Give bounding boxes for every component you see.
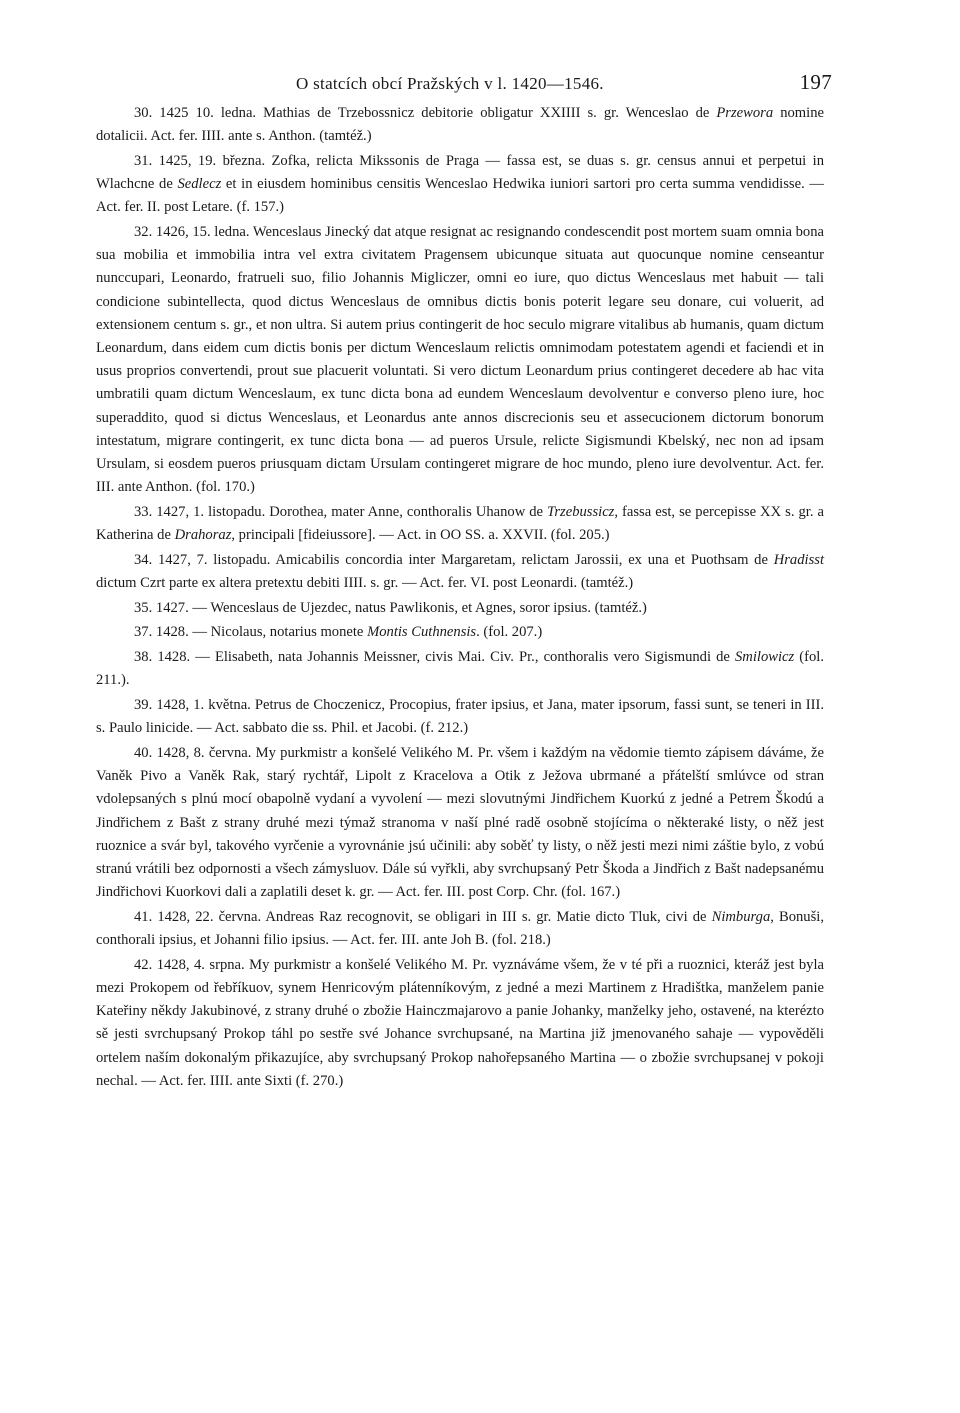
entry-paragraph — [96, 742, 824, 904]
entry-paragraph — [96, 906, 824, 952]
entry-text: 39. 1428, 1. května. Petrus de Choczenicz, Procopius, frater ipsius, et Jana, mater ipsorum, fassi sunt, se teneri in III. s. Paulo linicide. — Act. sabbato die ss. Phil. et Jacobi. (f. 212.) — [96, 697, 824, 737]
running-title: O statcích obcí Pražských v l. 1420—1546. — [296, 74, 604, 93]
entry-text: et in eiusdem hominibus censitis Wenceslao Hedwika iuniori sartori pro certa summa vendidisse. — Act. fer. II. post Letare. (f. 157.) — [96, 176, 825, 216]
entry-italic-text: Trzebussicz — [547, 503, 615, 520]
entry-text: 42. 1428, 4. srpna. My purkmistr a konšelé Velikého M. Pr. vyznáváme všem, že v té při a ruoznici, kteráž jest byla mezi Prokopem od řebříkuov, synem Henricovým plátenníkovým, z jedné a mezi Martinem z Hradištka, manželem panie Kateřiny někdy Jakubinové, z strany druhé o zbožie Hainczmajarovo a panie Johanky, manželky jeho, ostavené, na kterézto sě jesti svrchupsaný Prokop táhl po sestře své Johance svrchupsané, na Martina již jmenovaného sahaje — vypověděli ortelem naším dokonalým přikazujíce, aby svrchupsaný Prokop nahořepsaného Martina — o zbožie svrchupsanej v pokoji nechal. — Act. fer. IIII. ante Sixti (f. 270.) — [96, 956, 824, 1089]
document-page — [96, 66, 832, 1093]
entry-text: 30. 1425 10. ledna. Mathias de Trzebossnicz debitorie obligatur XXIIII s. gr. Wenceslao de — [134, 105, 717, 121]
entry-paragraph — [96, 102, 824, 148]
entry-paragraph — [96, 501, 824, 547]
entry-italic-text: Przewora — [716, 105, 774, 121]
entry-text: 37. 1428. — Nicolaus, notarius monete — [134, 624, 368, 641]
entry-text: nomine dotalicii. Act. fer. IIII. ante s. Anthon. (tamtéž.) — [96, 105, 824, 145]
entry-italic-text: Sedlecz — [177, 176, 222, 193]
entry-text: , principali [fideiussore]. — Act. in OO SS. a. XXVII. (fol. 205.) — [231, 527, 610, 544]
entry-text: 35. 1427. — Wenceslaus de Ujezdec, natus Pawlikonis, et Agnes, soror ipsius. (tamtéž.) — [134, 599, 647, 616]
entry-text: 32. 1426, 15. ledna. Wenceslaus Jinecký dat atque resignat ac resignando condescendit post mortem suam omnia bona sua mobilia et immobilia intra vel extra civitatem Pragensem ubicunque situata aut quocunque nomine censeantur nunccupari, Leonardo, fratrueli suo, filio Johannis Migliczer, omni eo iure, quo dictus Wenceslaus met habuit — tali condicione subintellecta, quod dictus Wenceslaus de omnibus dictis bonis poterit legare seu donare, cui voluerit, ad extensionem centum s. gr., et non ultra. Si autem prius contingerit de hoc seculo migrare vitalibus ab humanis, quam dictum Leonardum, dans eidem cum dictis bonis per dictum Wenceslaum relictis omnimodam potestatem agendi et faciendi et in usus proprios convertendi, prout sue placuerit voluntati. Si vero dictum Leonardum prius contingeret decedere ab hac vita umbratili quam dictum Wenceslaum, ex tunc dicta bona ad eundem Wenceslaum devolventur e converso pleno iure, hoc superaddito, quod si dictus Wenceslaus, et Leonardus ante annos discrecionis seu et assecucionem dictorum bonorum intestatum, migrare contingerit, ex tunc dicta bona — ad pueros Ursule, relicte Sigismundi Kbelský, nec non ad ipsam Ursulam, si eosdem pueros priusquam dictam Ursulam contingeret migrare de hoc mundo, pleno iure devolventur. Act. fer. III. ante Anthon. (fol. 170.) — [96, 224, 824, 496]
entry-text: 33. 1427, 1. listopadu. Dorothea, mater Anne, conthoralis Uhanow de — [134, 503, 548, 520]
entry-text: (fol. 211.). — [96, 649, 824, 689]
entry-paragraph — [96, 150, 824, 220]
entry-text: 34. 1427, 7. listopadu. Amicabilis concordia inter Margaretam, relictam Jarossii, ex una et Puothsam de — [134, 551, 774, 568]
entries-list — [96, 102, 824, 1093]
entry-italic-text: Montis Cuthnensis — [367, 624, 477, 641]
entry-text: 40. 1428, 8. června. My purkmistr a konšelé Velikého M. Pr. všem i každým na vědomie tiemto zápisem dáváme, že Vaněk Pivo a Vaněk Rak, starý rychtář, Lipolt z Kracelova a Otik z Ježova ubrmané a přátelští smlúvce od stran vdolepsaných s plnú mocí obapolně vydaní a vyvolení — mezi slovutnými Jindřichem Kuorkú z jedné a Petrem Škodú a Jindřichem z Bašt z strany druhé mezi týmaž stranoma v naší plné radě osobně stojícíma o některaké listy, o něž jest ruoznice a svár byl, takového vyrčenie a vyrovnánie jsú učinili: aby soběť ty listy, o něž jesti mezi nimi záštie bylo, z vobú stranú vrátili bez odpornosti a všech zámysluov. Dále sú vyřkli, aby svrchupsaný Petr Škoda a Jindřich z Bašt nadepsanému Jindřichovi Kuorkovi dali a zaplatili deset k. gr. — Act. fer. III. post Corp. Chr. (fol. 167.) — [96, 744, 824, 901]
entry-paragraph — [96, 549, 824, 595]
entry-paragraph — [96, 221, 824, 499]
entry-paragraph — [96, 597, 824, 620]
entry-text: 38. 1428. — Elisabeth, nata Johannis Meissner, civis Mai. Civ. Pr., conthoralis vero Sigismundi de — [134, 649, 735, 666]
entry-text: dictum Czrt parte ex altera pretextu debiti IIII. s. gr. — Act. fer. VI. post Leonardi. (tamtéž.) — [96, 575, 634, 592]
entry-paragraph — [96, 954, 824, 1093]
entry-text: 31. 1425, 19. března. Zofka, relicta Mikssonis de Praga — fassa est, se duas s. gr. census annui et perpetui in Wlachcne de — [96, 152, 824, 193]
entry-italic-text: Drahoraz — [174, 527, 232, 544]
entry-text: , Bonuši, conthorali ipsius, et Johanni filio ipsius. — Act. fer. III. ante Joh B. (fol. 218.) — [96, 908, 824, 949]
entry-italic-text: Nimburga — [711, 908, 771, 925]
entry-paragraph — [96, 621, 824, 644]
running-head — [96, 66, 832, 102]
page-number: 197 — [799, 70, 832, 94]
entry-text: 41. 1428, 22. června. Andreas Raz recognovit, se obligari in III s. gr. Matie dicto Tluk, civi de — [134, 908, 712, 925]
entry-paragraph — [96, 646, 824, 692]
entry-paragraph — [96, 694, 824, 740]
entry-text: . (fol. 207.) — [476, 624, 543, 641]
entry-italic-text: Hradisst — [773, 551, 824, 568]
entry-italic-text: Smilowicz — [735, 649, 795, 666]
entry-text: , fassa est, se percepisse XX s. gr. a Katherina de — [96, 503, 824, 544]
